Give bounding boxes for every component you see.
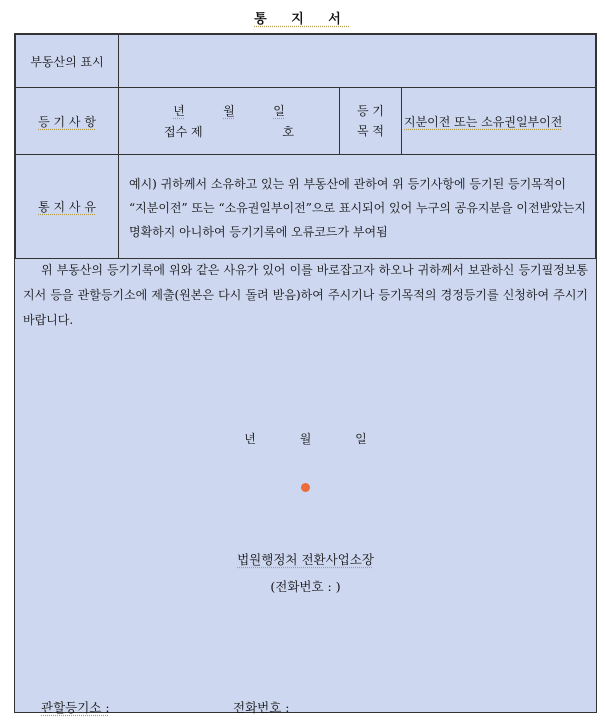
body-paragraph: 위 부동산의 등기기록에 위와 같은 사유가 있어 이를 바로잡고자 하오나 귀하께서 보관하신 등기필정보통지서 등을 관할등기소에 제출(원본은 다시 돌려 받음)하여 주시기나 등기목적의 경정등기를 신청하여 주시기 바랍니다. [23, 263, 588, 327]
issue-date [15, 430, 596, 447]
issue-month: 월 [299, 432, 312, 446]
property-value[interactable] [119, 35, 596, 88]
receipt-label: 접수 제 [164, 125, 203, 139]
document-title: 통 지 서 [254, 12, 351, 27]
purpose-value: 지분이전 또는 소유권일부이전 [402, 88, 596, 155]
registry-date-receipt [119, 88, 340, 155]
registry-label: 등 기 사 항 [16, 88, 119, 155]
notice-form [14, 33, 597, 713]
issue-day: 일 [355, 432, 367, 446]
registry-month: 월 [223, 104, 235, 118]
purpose-label: 등 기 목 적 [340, 88, 402, 155]
footer-phone: 전화번호 : [233, 700, 290, 715]
receipt-suffix: 호 [282, 125, 294, 139]
property-label: 부동산의 표시 [16, 35, 119, 88]
issuer-name: 법원행정처 전환사업소장 [237, 552, 374, 567]
registry-day: 일 [273, 104, 285, 118]
reason-text: 예시) 귀하께서 소유하고 있는 위 부동산에 관하여 위 등기사항에 등기된 등기목적이 “지분이전” 또는 “소유권일부이전”으로 표시되어 있어 누구의 공유지분을 이전받았는지 명확하지 아니하여 등기기록에 오류코드가 부여됨 [119, 155, 596, 259]
seal-dot [301, 483, 310, 492]
issue-year: 년 [244, 432, 256, 446]
reason-label: 통 지 사 유 [16, 155, 119, 259]
notice-table [15, 34, 596, 259]
footer-office: 관할등기소 : [41, 700, 110, 715]
issuer-phone: (전화번호 : ) [270, 579, 341, 594]
registry-year: 년 [173, 104, 185, 118]
